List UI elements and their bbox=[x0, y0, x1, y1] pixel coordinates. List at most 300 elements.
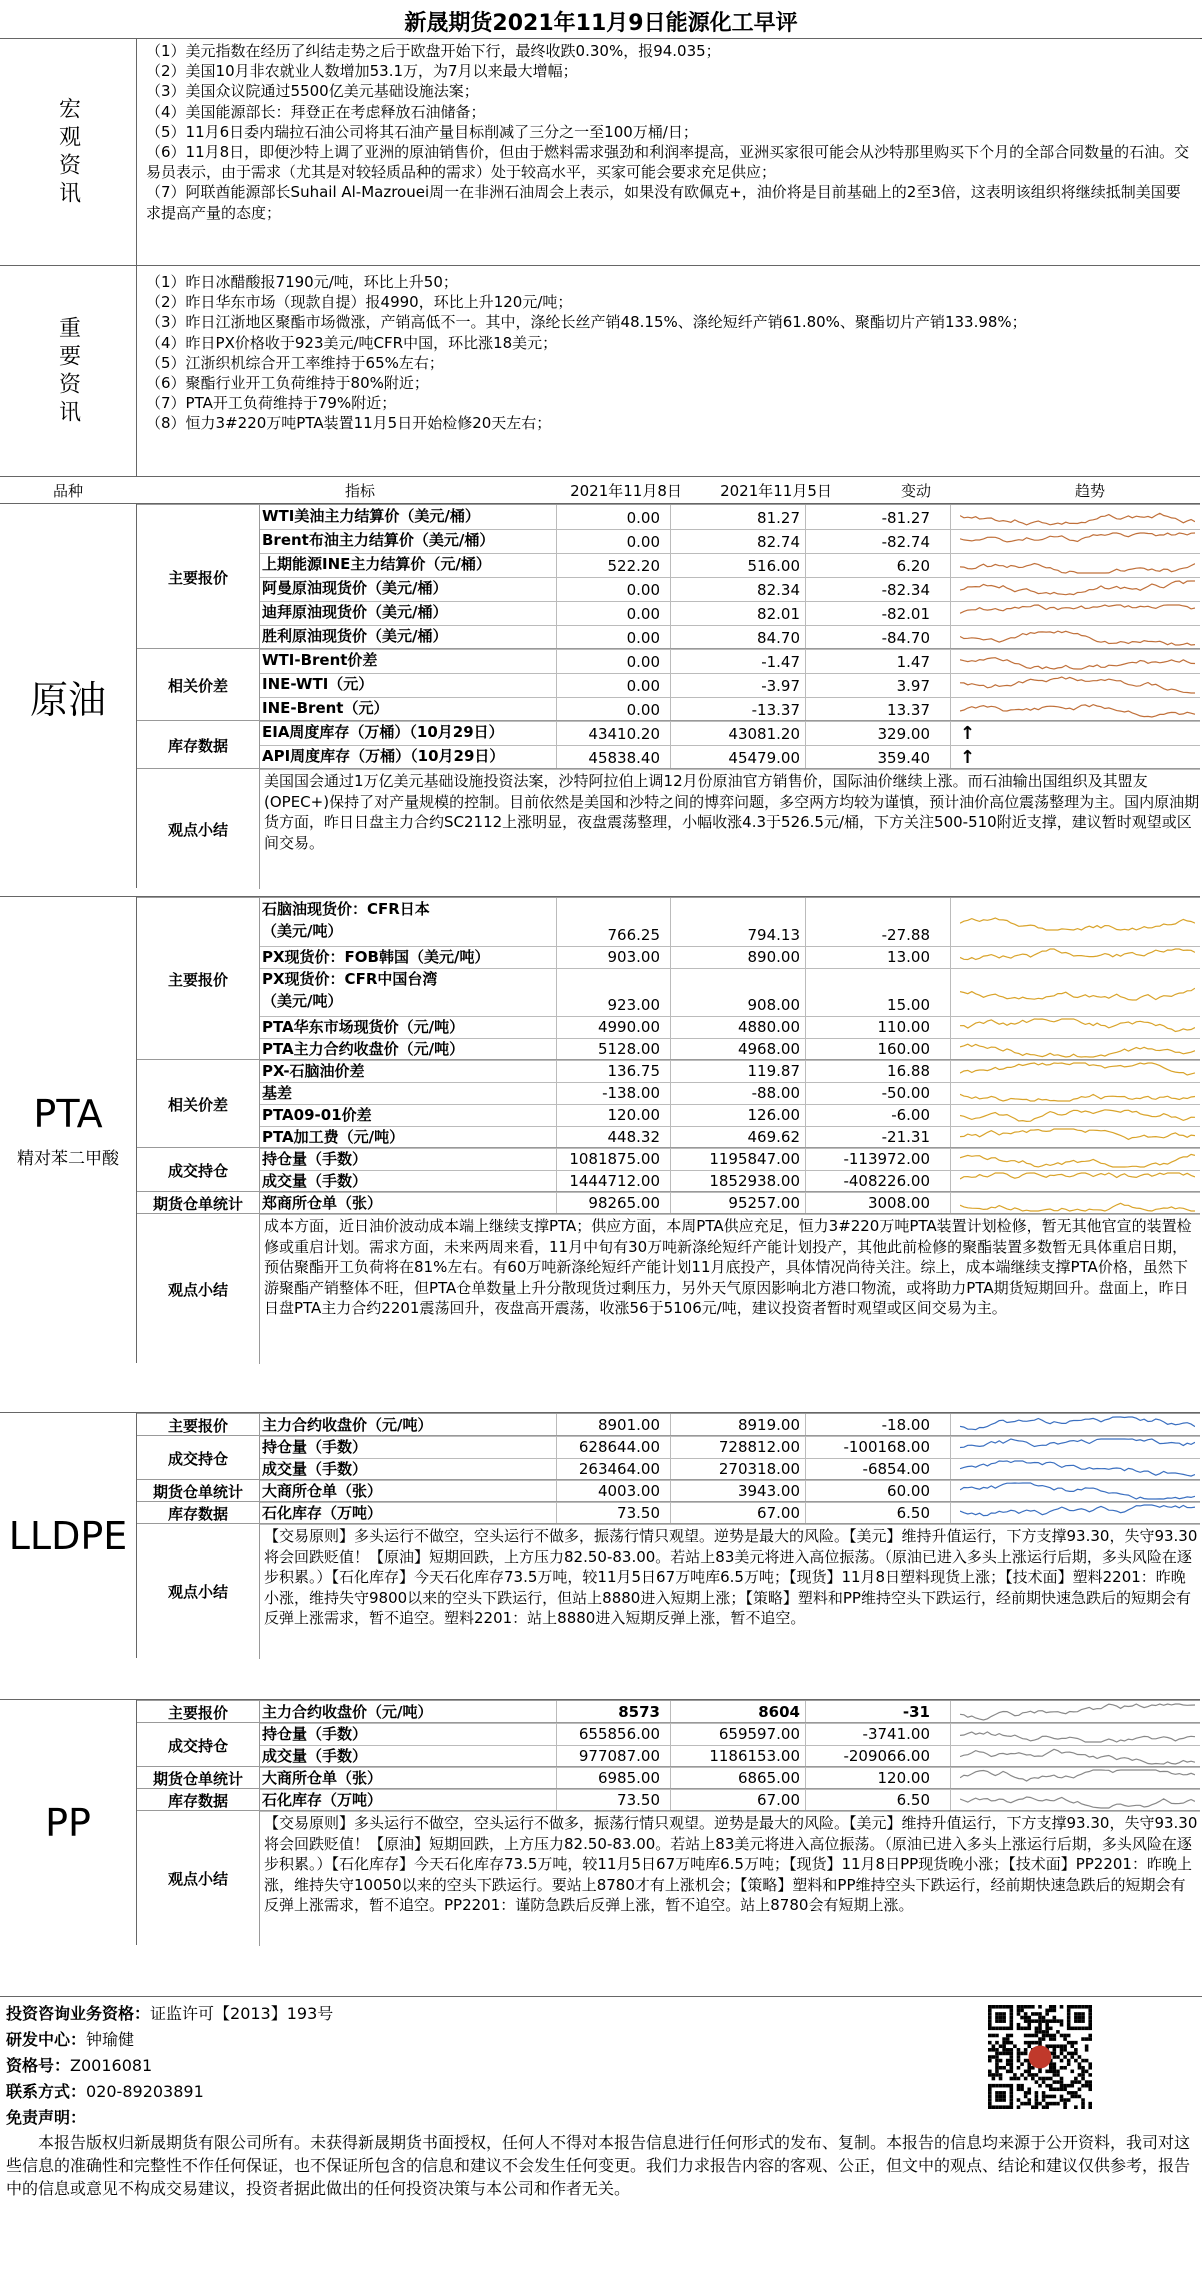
news-item: （6）聚酯行业开工负荷维持于80%附近； bbox=[146, 374, 429, 393]
indicator-name: 石化库存（万吨） bbox=[262, 1504, 383, 1522]
value-current: 923.00 bbox=[607, 996, 660, 1014]
indicator-name: PTA加工费（元/吨） bbox=[262, 1128, 405, 1146]
table-row bbox=[260, 1436, 1200, 1459]
column-divider bbox=[556, 697, 557, 721]
column-divider bbox=[805, 898, 806, 946]
column-divider bbox=[556, 1480, 557, 1502]
column-divider bbox=[805, 1502, 806, 1524]
value-change: -21.31 bbox=[881, 1128, 930, 1146]
value-change: -6.00 bbox=[891, 1106, 930, 1124]
value-change: -31 bbox=[902, 1703, 930, 1721]
value-current: 98265.00 bbox=[588, 1194, 660, 1212]
column-divider bbox=[950, 673, 951, 697]
value-previous: 908.00 bbox=[747, 996, 800, 1014]
column-divider bbox=[670, 968, 671, 1016]
column-divider bbox=[950, 697, 951, 721]
group-label: 期货仓单统计 bbox=[137, 1480, 260, 1502]
research-center-line: 研发中心：钟瑜健 bbox=[6, 2030, 135, 2049]
table-row bbox=[260, 745, 1200, 770]
observation-label: 观点小结 bbox=[137, 769, 260, 889]
header-change: 变动 bbox=[900, 482, 931, 500]
value-previous: 67.00 bbox=[757, 1791, 800, 1809]
group-label: 期货仓单统计 bbox=[137, 1767, 260, 1789]
table-row bbox=[260, 577, 1200, 602]
group-label: 期货仓单统计 bbox=[137, 1192, 260, 1214]
indicator-name: 成交量（手数） bbox=[262, 1460, 368, 1478]
column-divider bbox=[950, 505, 951, 529]
column-divider bbox=[556, 1502, 557, 1524]
value-change: 15.00 bbox=[887, 996, 930, 1014]
table-row bbox=[260, 697, 1200, 722]
value-change: -100168.00 bbox=[843, 1438, 930, 1456]
column-divider bbox=[950, 1192, 951, 1214]
column-divider bbox=[556, 625, 557, 649]
value-previous: 82.01 bbox=[757, 605, 800, 623]
column-divider bbox=[556, 577, 557, 601]
value-current: 73.50 bbox=[617, 1504, 660, 1522]
trend-sparkline bbox=[960, 1481, 1195, 1501]
value-current: 1081875.00 bbox=[569, 1150, 660, 1168]
column-divider bbox=[670, 601, 671, 625]
up-arrow-icon: ↑ bbox=[960, 723, 976, 744]
column-divider bbox=[805, 745, 806, 769]
value-current: 73.50 bbox=[617, 1791, 660, 1809]
value-previous: 4968.00 bbox=[737, 1040, 800, 1058]
value-current: 4003.00 bbox=[597, 1482, 660, 1500]
column-divider bbox=[805, 1126, 806, 1148]
column-divider bbox=[950, 577, 951, 601]
table-row bbox=[260, 1789, 1200, 1812]
value-previous: 516.00 bbox=[747, 557, 800, 575]
column-divider bbox=[556, 745, 557, 769]
indicator-name: WTI美油主力结算价（美元/桶） bbox=[262, 507, 480, 525]
column-divider bbox=[805, 577, 806, 601]
trend-sparkline bbox=[960, 1061, 1195, 1081]
indicator-name: 石化库存（万吨） bbox=[262, 1791, 383, 1809]
column-divider bbox=[670, 1745, 671, 1767]
table-row bbox=[260, 601, 1200, 626]
table-row bbox=[260, 946, 1200, 969]
trend-sparkline bbox=[960, 1437, 1195, 1457]
value-change: -113972.00 bbox=[843, 1150, 930, 1168]
column-divider bbox=[556, 529, 557, 553]
trend-sparkline bbox=[960, 1768, 1195, 1788]
indicator-name: PX现货价：CFR中国台湾 （美元/吨） bbox=[262, 970, 438, 1010]
value-previous: -1.47 bbox=[761, 653, 800, 671]
column-divider bbox=[805, 649, 806, 673]
value-previous: 270318.00 bbox=[718, 1460, 800, 1478]
value-previous: 126.00 bbox=[747, 1106, 800, 1124]
column-divider bbox=[556, 946, 557, 968]
trend-sparkline bbox=[960, 675, 1195, 695]
trend-sparkline bbox=[960, 603, 1195, 623]
value-current: 5128.00 bbox=[597, 1040, 660, 1058]
value-current: 263464.00 bbox=[578, 1460, 660, 1478]
value-change: 110.00 bbox=[877, 1018, 930, 1036]
trend-sparkline bbox=[960, 912, 1195, 932]
variety-subname: 精对苯二甲酸 bbox=[17, 1148, 119, 1169]
indicator-name: 大商所仓单（张） bbox=[262, 1482, 383, 1500]
column-divider bbox=[670, 1502, 671, 1524]
indicator-name: 基差 bbox=[262, 1084, 293, 1102]
important-news-section bbox=[0, 265, 1200, 477]
column-divider bbox=[805, 1414, 806, 1436]
value-change: 3.97 bbox=[896, 677, 930, 695]
pta-block bbox=[0, 896, 1200, 1363]
group-label: 库存数据 bbox=[137, 1789, 260, 1811]
trend-sparkline bbox=[960, 1790, 1195, 1810]
column-divider bbox=[670, 1480, 671, 1502]
table-header bbox=[0, 476, 1200, 504]
column-divider bbox=[805, 721, 806, 745]
value-previous: 119.87 bbox=[747, 1062, 800, 1080]
header-trend: 趋势 bbox=[1074, 482, 1105, 500]
table-row bbox=[260, 1480, 1200, 1503]
value-previous: 890.00 bbox=[747, 948, 800, 966]
value-current: 45838.40 bbox=[588, 749, 660, 767]
indicator-name: 胜利原油现货价（美元/桶） bbox=[262, 627, 448, 645]
lldpe-group bbox=[137, 1435, 1200, 1480]
indicator-name: 持仓量（手数） bbox=[262, 1725, 368, 1743]
column-divider bbox=[805, 1192, 806, 1214]
value-current: 1444712.00 bbox=[569, 1172, 660, 1190]
column-divider bbox=[670, 697, 671, 721]
indicator-name: INE-WTI（元） bbox=[262, 675, 374, 693]
indicator-name: 上期能源INE主力结算价（元/桶） bbox=[262, 555, 491, 573]
column-divider bbox=[805, 673, 806, 697]
value-previous: -88.00 bbox=[751, 1084, 800, 1102]
value-previous: 469.62 bbox=[747, 1128, 800, 1146]
news-section-label: 重要资讯 bbox=[0, 266, 137, 477]
column-divider bbox=[950, 1745, 951, 1767]
column-divider bbox=[670, 946, 671, 968]
column-divider bbox=[805, 1170, 806, 1192]
column-divider bbox=[950, 553, 951, 577]
column-divider bbox=[805, 1745, 806, 1767]
column-divider bbox=[805, 1016, 806, 1038]
value-current: 4990.00 bbox=[597, 1018, 660, 1036]
up-arrow-icon: ↑ bbox=[960, 747, 976, 768]
table-row bbox=[260, 1038, 1200, 1061]
column-divider bbox=[950, 1038, 951, 1060]
column-divider bbox=[950, 1170, 951, 1192]
value-current: 0.00 bbox=[626, 581, 660, 599]
value-change: -6854.00 bbox=[862, 1460, 930, 1478]
indicator-name: Brent布油主力结算价（美元/桶） bbox=[262, 531, 495, 549]
macro-item: （1）美元指数在经历了纠结走势之后于欧盘开始下行，最终收跌0.30%，报94.035； bbox=[146, 42, 721, 60]
indicator-name: 主力合约收盘价（元/吨） bbox=[262, 1416, 433, 1434]
column-divider bbox=[950, 1480, 951, 1502]
column-divider bbox=[556, 1745, 557, 1767]
value-previous: 4880.00 bbox=[737, 1018, 800, 1036]
value-current: 766.25 bbox=[607, 926, 660, 944]
value-change: 16.88 bbox=[887, 1062, 930, 1080]
column-divider bbox=[556, 968, 557, 1016]
column-divider bbox=[950, 1126, 951, 1148]
value-previous: 728812.00 bbox=[718, 1438, 800, 1456]
column-divider bbox=[670, 898, 671, 946]
value-current: 136.75 bbox=[607, 1062, 660, 1080]
column-divider bbox=[556, 1082, 557, 1104]
observation-text: 成本方面，近日油价波动成本端上继续支撑PTA；供应方面，本周PTA供应充足，恒力3#220万吨PTA装置计划检修，暂无其他官宣的装置检修或重启计划。需求方面，未来两周来看，11月中旬有30万吨新涤纶短纤产能计划投产，其他此前检修的聚酯装置多数暂无具体重启日期，预估聚酯开工负荷将在81%左右。有60万吨新涤纶短纤产能计划11月底投产，具体情况尚待关注。综上，成本端继续支撑PTA价格，虽然下游聚酯产销整体不旺，但PTA仓单数量上升分散现货过剩压力，另外天气原因影响北方港口物流，或将助力PTA期货短期回升。盘面上，昨日日盘PTA主力合约2201震荡回升，夜盘高开震荡，收涨56于5106元/吨，建议投资者暂时观望或区间交易为主。 bbox=[264, 1217, 1192, 1317]
table-row bbox=[260, 1414, 1200, 1437]
column-divider bbox=[950, 601, 951, 625]
column-divider bbox=[670, 1126, 671, 1148]
value-change: -27.88 bbox=[881, 926, 930, 944]
value-previous: -13.37 bbox=[751, 701, 800, 719]
trend-sparkline bbox=[960, 947, 1195, 967]
observation-label: 观点小结 bbox=[137, 1524, 260, 1659]
pp-group bbox=[137, 1700, 1200, 1723]
table-row bbox=[260, 673, 1200, 698]
trend-sparkline bbox=[960, 1459, 1195, 1479]
indicator-name: 持仓量（手数） bbox=[262, 1438, 368, 1456]
column-divider bbox=[670, 1701, 671, 1723]
disclaimer-text: 本报告版权归新晟期货有限公司所有。未获得新晟期货书面授权，任何人不得对本报告信息进行任何形式的发布、复制。本报告的信息均来源于公开资料，我司对这些信息的准确性和完整性不作任何保证，也不保证所包含的信息和建议不会发生任何变更。我们力求报告内容的客观、公正，但文中的观点、结论和建议仅供参考，报告中的信息或意见不构成交易建议，投资者据此做出的任何投资决策与本公司和作者无关。 bbox=[6, 2133, 1191, 2198]
value-current: 0.00 bbox=[626, 509, 660, 527]
indicator-name: PTA华东市场现货价（元/吨） bbox=[262, 1018, 465, 1036]
column-divider bbox=[950, 625, 951, 649]
observation-label: 观点小结 bbox=[137, 1811, 260, 1946]
news-item: （3）昨日江浙地区聚酯市场微涨，产销高低不一。其中，涤纶长丝产销48.15%、涤纶短纤产销61.80%、聚酯切片产销133.98%； bbox=[146, 313, 1027, 332]
column-divider bbox=[950, 1104, 951, 1126]
observation-text: 美国国会通过1万亿美元基础设施投资法案，沙特阿拉伯上调12月份原油官方销售价，国际油价继续上涨。而石油输出国组织及其盟友(OPEC+)保持了对产量规模的控制。目前依然是美国和沙特之间的博弈问题，多空两方均较为谨慎，预计油价高位震荡整理为主。国内原油期货方面，昨日日盘主力合约SC2112上涨明显，夜盘震荡整理，小幅收涨4.3于526.5元/桶，下方关注500-510附近支撑，建议暂时观望或区间交易。 bbox=[264, 772, 1200, 852]
value-current: 628644.00 bbox=[578, 1438, 660, 1456]
lldpe-group bbox=[137, 1501, 1200, 1524]
pta-group bbox=[137, 1147, 1200, 1192]
indicator-name: PX-石脑油价差 bbox=[262, 1062, 365, 1080]
value-change: 3008.00 bbox=[867, 1194, 930, 1212]
indicator-name: 石脑油现货价：CFR日本 （美元/吨） bbox=[262, 900, 430, 940]
table-row bbox=[260, 505, 1200, 530]
table-row bbox=[260, 1060, 1200, 1083]
column-divider bbox=[805, 1789, 806, 1811]
column-divider bbox=[805, 1104, 806, 1126]
table-row bbox=[260, 1170, 1200, 1193]
value-change: -81.27 bbox=[881, 509, 930, 527]
value-previous: 6865.00 bbox=[737, 1769, 800, 1787]
table-row bbox=[260, 721, 1200, 746]
value-previous: 84.70 bbox=[757, 629, 800, 647]
column-divider bbox=[805, 1038, 806, 1060]
trend-sparkline bbox=[960, 555, 1195, 575]
column-divider bbox=[950, 1016, 951, 1038]
observation-text: 【交易原则】多头运行不做空，空头运行不做多，振荡行情只观望。逆势是最大的风险。【美元】维持升值运行，下方支撑93.30，失守93.30将会回跌贬值！【原油】短期回跌，上方压力82.50-83.00。若站上83美元将进入高位振荡。（原油已进入多头上涨运行后期，多头风险在逐步积累。）【石化库存】今天石化库存73.5万吨，较11月5日67万吨库6.5万吨；【现货】11月8日PP现货晚小涨；【技术面】PP2201：昨晚上涨，维持失守10050以来的空头下跌运行。要站上8780才有上涨机会；【策略】塑料和PP维持空头下跌运行，经前期快速急跌后的短期会有反弹上涨需求，暂不追空。PP2201：谨防急跌后反弹上涨，暂不追空。站上8780会有短期上涨。 bbox=[264, 1814, 1198, 1914]
column-divider bbox=[670, 1192, 671, 1214]
column-divider bbox=[670, 673, 671, 697]
macro-item: （7）阿联酋能源部长Suhail Al-Mazrouei周一在非洲石油周会上表示，如果没有欧佩克+，油价将是目前基础上的2至3倍，这表明该组织将继续抵制美国要求提高产量的态度； bbox=[146, 183, 1181, 222]
column-divider bbox=[670, 721, 671, 745]
lldpe-group bbox=[137, 1413, 1200, 1436]
column-divider bbox=[556, 1458, 557, 1480]
value-change: 13.00 bbox=[887, 948, 930, 966]
indicator-name: WTI-Brent价差 bbox=[262, 651, 378, 669]
column-divider bbox=[670, 1060, 671, 1082]
table-row bbox=[260, 1148, 1200, 1171]
group-label: 成交持仓 bbox=[137, 1148, 260, 1192]
column-divider bbox=[556, 1016, 557, 1038]
column-divider bbox=[950, 898, 951, 946]
column-divider bbox=[805, 1480, 806, 1502]
value-change: -84.70 bbox=[881, 629, 930, 647]
column-divider bbox=[556, 1170, 557, 1192]
pta-group bbox=[137, 897, 1200, 1060]
table-row bbox=[260, 1723, 1200, 1746]
macro-item: （2）美国10月非农就业人数增加53.1万，为7月以来最大增幅； bbox=[146, 62, 578, 81]
column-divider bbox=[950, 1723, 951, 1745]
header-date-b: 2021年11月5日 bbox=[720, 482, 832, 500]
column-divider bbox=[950, 1436, 951, 1458]
value-current: 0.00 bbox=[626, 605, 660, 623]
crude-group bbox=[137, 648, 1200, 721]
macro-item: （5）11月6日委内瑞拉石油公司将其石油产量目标削减了三分之一至100万桶/日； bbox=[146, 122, 698, 141]
column-divider bbox=[670, 1038, 671, 1060]
trend-sparkline bbox=[960, 507, 1195, 527]
indicator-name: PX现货价：FOB韩国（美元/吨） bbox=[262, 948, 490, 966]
table-row bbox=[260, 529, 1200, 554]
value-change: 6.50 bbox=[896, 1504, 930, 1522]
group-label: 相关价差 bbox=[137, 1060, 260, 1148]
column-divider bbox=[556, 1789, 557, 1811]
column-divider bbox=[950, 1701, 951, 1723]
column-divider bbox=[670, 1148, 671, 1170]
important-news-list bbox=[146, 272, 1192, 434]
observation-label: 观点小结 bbox=[137, 1214, 260, 1364]
table-row bbox=[260, 1082, 1200, 1105]
value-previous: 82.74 bbox=[757, 533, 800, 551]
value-change: -18.00 bbox=[881, 1416, 930, 1434]
column-divider bbox=[950, 745, 951, 769]
group-label: 成交持仓 bbox=[137, 1436, 260, 1480]
trend-sparkline bbox=[960, 651, 1195, 671]
column-divider bbox=[950, 946, 951, 968]
column-divider bbox=[556, 898, 557, 946]
column-divider bbox=[950, 1414, 951, 1436]
table-row bbox=[260, 625, 1200, 650]
group-label: 库存数据 bbox=[137, 1502, 260, 1524]
value-previous: 794.13 bbox=[747, 926, 800, 944]
table-row bbox=[260, 968, 1200, 1017]
indicator-name: PTA09-01价差 bbox=[262, 1106, 372, 1124]
table-row bbox=[260, 1701, 1200, 1724]
trend-sparkline bbox=[960, 579, 1195, 599]
pp-group bbox=[137, 1788, 1200, 1811]
group-label: 库存数据 bbox=[137, 721, 260, 769]
value-current: 6985.00 bbox=[597, 1769, 660, 1787]
macro-news-section bbox=[0, 38, 1200, 266]
column-divider bbox=[556, 1038, 557, 1060]
trend-sparkline bbox=[960, 1171, 1195, 1191]
indicator-name: 迪拜原油现货价（美元/桶） bbox=[262, 603, 448, 621]
value-current: 0.00 bbox=[626, 533, 660, 551]
column-divider bbox=[670, 1789, 671, 1811]
value-change: 160.00 bbox=[877, 1040, 930, 1058]
value-current: 8901.00 bbox=[597, 1416, 660, 1434]
indicator-name: 阿曼原油现货价（美元/桶） bbox=[262, 579, 448, 597]
value-current: 0.00 bbox=[626, 629, 660, 647]
column-divider bbox=[950, 1502, 951, 1524]
macro-news-list bbox=[146, 41, 1192, 223]
variety-name: PTA bbox=[33, 1091, 103, 1136]
crude-variety-label bbox=[0, 504, 137, 888]
column-divider bbox=[670, 529, 671, 553]
value-current: 43410.20 bbox=[588, 725, 660, 743]
value-previous: 3943.00 bbox=[737, 1482, 800, 1500]
value-change: 6.20 bbox=[896, 557, 930, 575]
column-divider bbox=[556, 1436, 557, 1458]
certificate-line: 资格号：Z0016081 bbox=[6, 2056, 153, 2075]
macro-section-label: 宏观资讯 bbox=[0, 39, 137, 266]
column-divider bbox=[950, 529, 951, 553]
variety-name: 原油 bbox=[29, 677, 106, 722]
pp-variety-label bbox=[0, 1700, 137, 1945]
news-item: （8）恒力3#220万吨PTA装置11月5日开始检修20天左右； bbox=[146, 414, 552, 433]
group-label: 主要报价 bbox=[137, 505, 260, 649]
trend-sparkline bbox=[960, 1083, 1195, 1103]
column-divider bbox=[805, 625, 806, 649]
value-change: 329.00 bbox=[877, 725, 930, 743]
value-change: 120.00 bbox=[877, 1769, 930, 1787]
column-divider bbox=[950, 721, 951, 745]
value-previous: 45479.00 bbox=[728, 749, 800, 767]
qualification-line: 投资咨询业务资格：证监许可【2013】193号 bbox=[6, 2004, 334, 2023]
observation-text: 【交易原则】多头运行不做空，空头运行不做多，振荡行情只观望。逆势是最大的风险。【美元】维持升值运行，下方支撑93.30，失守93.30将会回跌贬值！【原油】短期回跌，上方压力82.50-83.00。若站上83美元将进入高位振荡。（原油已进入多头上涨运行后期，多头风险在逐步积累。）【石化库存】今天石化库存73.5万吨，较11月5日67万吨库6.5万吨；【现货】11月8日塑料现货上涨；【技术面】塑料2201：昨晚小涨，维持失守9800以来的空头下跌运行，但站上8880进入短期上涨；【策略】塑料和PP维持空头下跌运行，经前期快速急跌后的短期会有反弹上涨需求，暂不追空。塑料2201：站上8880进入短期反弹上涨，暂不追空。 bbox=[264, 1527, 1198, 1627]
column-divider bbox=[670, 577, 671, 601]
value-current: 0.00 bbox=[626, 653, 660, 671]
table-row bbox=[260, 1767, 1200, 1790]
column-divider bbox=[670, 1723, 671, 1745]
table-row bbox=[260, 1016, 1200, 1039]
column-divider bbox=[670, 1170, 671, 1192]
column-divider bbox=[805, 505, 806, 529]
header-date-a: 2021年11月8日 bbox=[570, 482, 682, 500]
pp-group bbox=[137, 1766, 1200, 1789]
column-divider bbox=[556, 1701, 557, 1723]
header-indicator: 指标 bbox=[344, 482, 375, 500]
column-divider bbox=[556, 553, 557, 577]
value-current: 977087.00 bbox=[578, 1747, 660, 1765]
column-divider bbox=[556, 1414, 557, 1436]
disclaimer-heading: 免责声明： bbox=[6, 2108, 87, 2127]
value-previous: 82.34 bbox=[757, 581, 800, 599]
value-change: -50.00 bbox=[881, 1084, 930, 1102]
value-change: 13.37 bbox=[887, 701, 930, 719]
trend-sparkline bbox=[960, 1193, 1195, 1213]
column-divider bbox=[805, 1436, 806, 1458]
news-item: （4）昨日PX价格收于923美元/吨CFR中国，环比涨18美元； bbox=[146, 333, 558, 352]
indicator-name: 主力合约收盘价（元/吨） bbox=[262, 1703, 433, 1721]
news-item: （5）江浙织机综合开工率维持于65%左右； bbox=[146, 353, 444, 372]
report-footer bbox=[0, 1996, 1202, 2198]
value-change: 359.40 bbox=[877, 749, 930, 767]
group-label: 成交持仓 bbox=[137, 1723, 260, 1767]
indicator-name: INE-Brent（元） bbox=[262, 699, 389, 717]
crude-observation bbox=[137, 768, 1200, 889]
crude-group bbox=[137, 720, 1200, 769]
value-previous: 1852938.00 bbox=[709, 1172, 800, 1190]
value-change: -82.34 bbox=[881, 581, 930, 599]
value-current: 903.00 bbox=[607, 948, 660, 966]
trend-sparkline bbox=[960, 1127, 1195, 1147]
column-divider bbox=[950, 1082, 951, 1104]
table-row bbox=[260, 1192, 1200, 1215]
indicator-name: 成交量（手数） bbox=[262, 1747, 368, 1765]
contact-line: 联系方式：020-89203891 bbox=[6, 2082, 204, 2101]
group-label: 主要报价 bbox=[137, 898, 260, 1060]
column-divider bbox=[950, 1789, 951, 1811]
news-item: （1）昨日冰醋酸报7190元/吨，环比上升50； bbox=[146, 273, 458, 291]
value-change: 60.00 bbox=[887, 1482, 930, 1500]
